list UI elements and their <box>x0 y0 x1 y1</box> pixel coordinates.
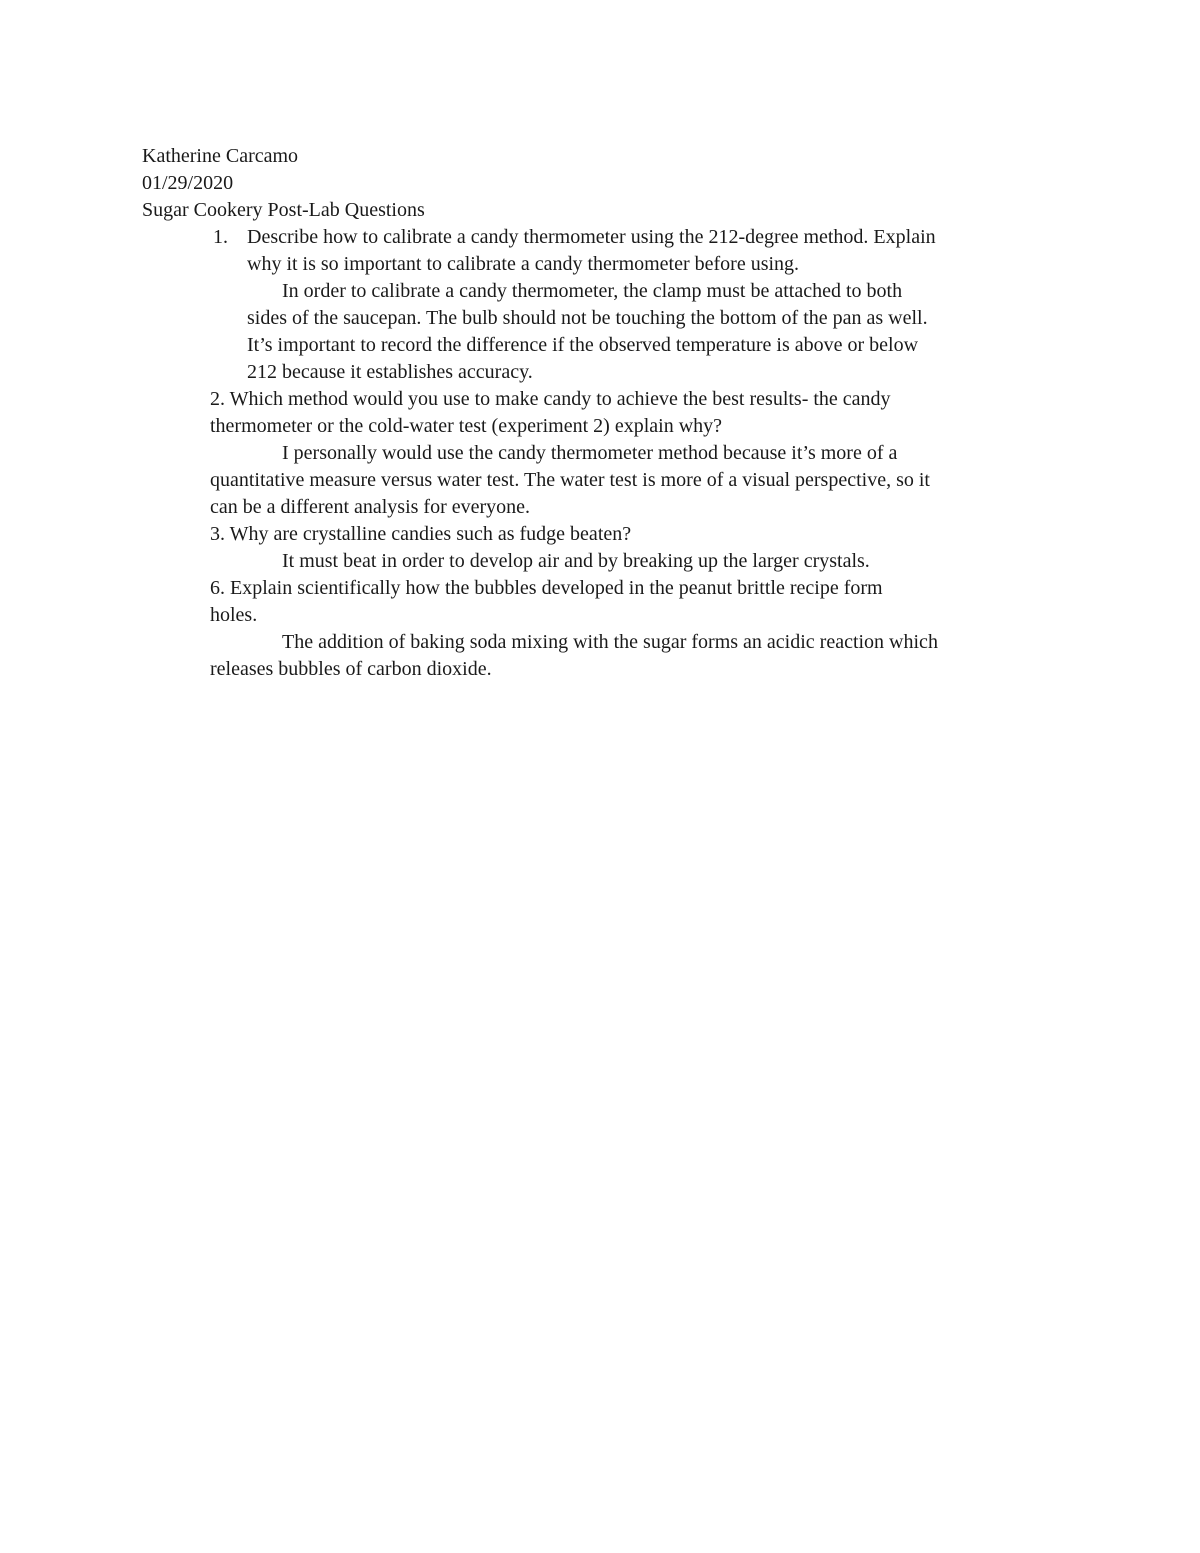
question-1-text-line-1: 1. Describe how to calibrate a candy thermometer using the 212-degree method. Explain <box>142 224 1072 251</box>
question-1-text-line-2: why it is so important to calibrate a candy thermometer before using. <box>247 253 800 275</box>
answer-3-line-1: It must beat in order to develop air and by breaking up the larger crystals. <box>282 550 870 572</box>
document-title: Sugar Cookery Post-Lab Questions <box>142 199 425 221</box>
question-6 <box>142 575 1072 683</box>
question-3 <box>142 521 1072 575</box>
question-6-text-line-1: 6. Explain scientifically how the bubbles developed in the peanut brittle recipe form <box>210 577 883 599</box>
question-2 <box>142 386 1072 521</box>
answer-6-line-2: releases bubbles of carbon dioxide. <box>210 658 492 680</box>
answer-6-line-1: The addition of baking soda mixing with the sugar forms an acidic reaction which <box>282 631 938 653</box>
answer-2-line-2: quantitative measure versus water test. The water test is more of a visual perspective, so it <box>210 469 930 491</box>
answer-2-line-3: can be a different analysis for everyone. <box>210 496 531 518</box>
question-2-text-line-2: thermometer or the cold-water test (experiment 2) explain why? <box>210 415 723 437</box>
document-date: 01/29/2020 <box>142 172 234 194</box>
answer-1-line-2: sides of the saucepan. The bulb should not be touching the bottom of the pan as well. <box>247 307 928 329</box>
question-2-text-line-1: 2. Which method would you use to make candy to achieve the best results- the candy <box>210 388 891 410</box>
answer-1-line-4: 212 because it establishes accuracy. <box>247 361 533 383</box>
question-1-number: 1. <box>213 226 228 248</box>
question-1 <box>142 224 1072 386</box>
question-3-text-line-1: 3. Why are crystalline candies such as fudge beaten? <box>210 523 632 545</box>
question-6-text-line-2: holes. <box>210 604 258 626</box>
document-body <box>142 143 1072 683</box>
answer-1-line-1: In order to calibrate a candy thermometer, the clamp must be attached to both <box>282 280 903 302</box>
author-name: Katherine Carcamo <box>142 145 299 167</box>
answer-1-line-3: It’s important to record the difference if the observed temperature is above or below <box>247 334 919 356</box>
answer-2-line-1: I personally would use the candy thermometer method because it’s more of a <box>282 442 898 464</box>
